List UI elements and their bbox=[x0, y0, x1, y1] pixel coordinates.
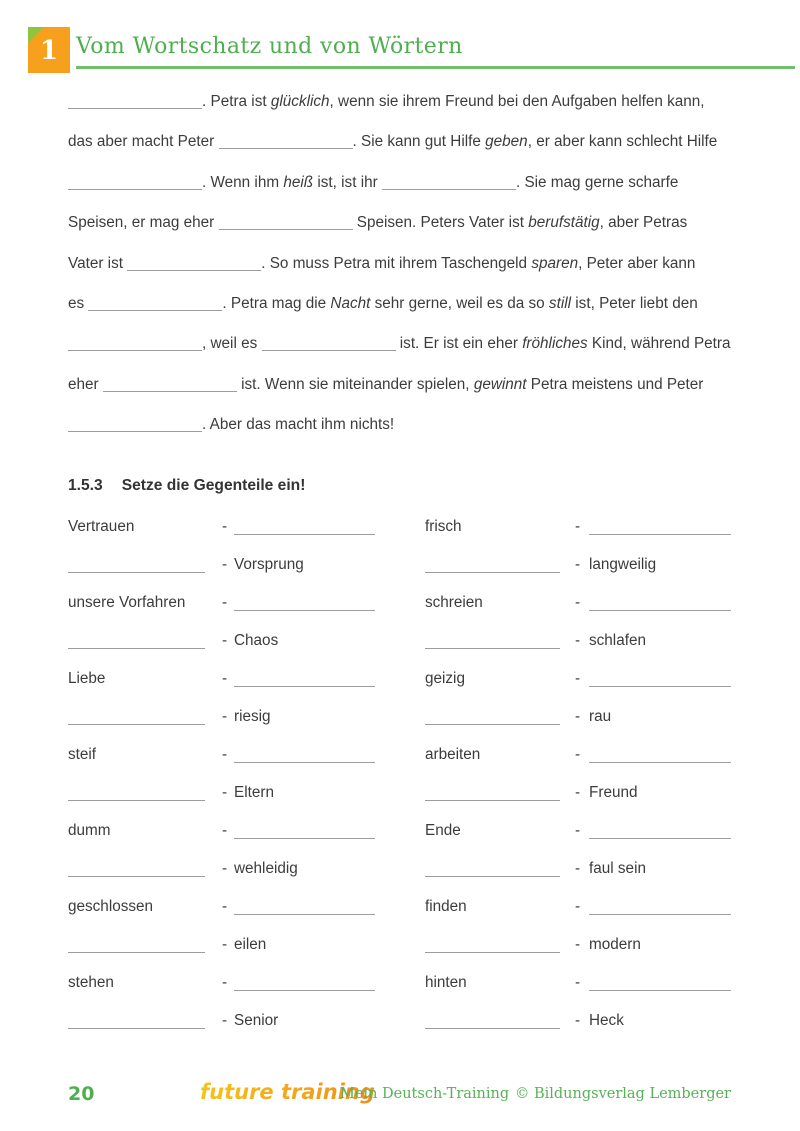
fill-in-blank bbox=[68, 179, 202, 190]
story-line bbox=[68, 324, 738, 364]
answer-blank bbox=[234, 826, 375, 839]
opposite-word: finden bbox=[425, 898, 467, 915]
opposite-word: eilen bbox=[234, 936, 267, 953]
dash-separator: - bbox=[222, 518, 228, 535]
answer-blank bbox=[234, 978, 375, 991]
dash-separator: - bbox=[575, 974, 581, 991]
story-italic-word: gewinnt bbox=[473, 375, 527, 393]
answer-blank bbox=[68, 940, 205, 953]
dash-separator: - bbox=[222, 1012, 228, 1029]
answer-blank bbox=[589, 674, 731, 687]
copyright-notice: © Bildungsverlag Lemberger bbox=[514, 1086, 731, 1102]
answer-blank bbox=[234, 902, 375, 915]
opposite-word: schlafen bbox=[589, 632, 646, 649]
dash-separator: - bbox=[222, 784, 228, 801]
fill-in-blank bbox=[68, 340, 202, 351]
table-row bbox=[68, 632, 731, 670]
table-row bbox=[68, 898, 731, 936]
opposite-word: steif bbox=[68, 746, 97, 763]
story-italic-word: Nacht bbox=[330, 295, 371, 313]
table-row bbox=[68, 518, 731, 556]
opposite-word: stehen bbox=[68, 974, 114, 991]
table-row bbox=[68, 822, 731, 860]
fill-in-blank bbox=[219, 219, 353, 230]
table-row bbox=[68, 1012, 731, 1050]
chapter-number: 1 bbox=[39, 36, 59, 66]
table-row bbox=[68, 784, 731, 822]
dash-separator: - bbox=[222, 594, 228, 611]
answer-blank bbox=[425, 636, 560, 649]
story-text: ist, Peter liebt den bbox=[571, 295, 698, 313]
exercise-heading bbox=[68, 477, 305, 495]
opposite-word: hinten bbox=[425, 974, 467, 991]
opposite-word: modern bbox=[589, 936, 641, 953]
story-text: Vater ist bbox=[68, 254, 128, 272]
table-row bbox=[68, 936, 731, 974]
story-text: Speisen, er mag eher bbox=[68, 214, 219, 232]
answer-blank bbox=[68, 560, 205, 573]
story-text: ist, ist ihr bbox=[313, 173, 382, 191]
opposite-word: geizig bbox=[425, 670, 465, 687]
answer-blank bbox=[425, 940, 560, 953]
dash-separator: - bbox=[222, 898, 228, 915]
story-text: sehr gerne, weil es da so bbox=[370, 295, 549, 313]
dash-separator: - bbox=[222, 746, 228, 763]
opposite-word: Vertrauen bbox=[68, 518, 135, 535]
dash-separator: - bbox=[222, 632, 228, 649]
table-row bbox=[68, 860, 731, 898]
story-italic-word: berufstätig bbox=[528, 214, 600, 232]
story-italic-word: still bbox=[548, 295, 572, 313]
fill-in-blank bbox=[262, 340, 396, 351]
dash-separator: - bbox=[575, 594, 581, 611]
dash-separator: - bbox=[222, 860, 228, 877]
story-text: ist. Er ist ein eher bbox=[395, 335, 523, 353]
table-row bbox=[68, 746, 731, 784]
answer-blank bbox=[68, 636, 205, 649]
story-text: das aber macht Peter bbox=[68, 133, 219, 151]
table-row bbox=[68, 556, 731, 594]
opposite-word: wehleidig bbox=[234, 860, 298, 877]
story-paragraph bbox=[68, 82, 738, 446]
story-line bbox=[68, 82, 738, 122]
opposite-word: Chaos bbox=[234, 632, 279, 649]
dash-separator: - bbox=[222, 974, 228, 991]
story-text: Petra meistens und Peter bbox=[526, 375, 704, 393]
answer-blank bbox=[589, 978, 731, 991]
answer-blank bbox=[68, 1016, 205, 1029]
fill-in-blank bbox=[103, 381, 237, 392]
opposite-word: dumm bbox=[68, 822, 111, 839]
opposite-word: schreien bbox=[425, 594, 483, 611]
opposite-word: faul sein bbox=[589, 860, 646, 877]
story-line bbox=[68, 284, 738, 324]
answer-blank bbox=[425, 788, 560, 801]
story-text: es bbox=[68, 295, 89, 313]
dash-separator: - bbox=[575, 936, 581, 953]
answer-blank bbox=[68, 788, 205, 801]
story-text: ist. Wenn sie miteinander spielen, bbox=[236, 375, 474, 393]
answer-blank bbox=[589, 598, 731, 611]
opposite-word: Ende bbox=[425, 822, 461, 839]
exercise-title: Setze die Gegenteile ein! bbox=[121, 477, 306, 494]
story-text: . So muss Petra mit ihrem Taschengeld bbox=[261, 254, 532, 272]
opposite-word: geschlossen bbox=[68, 898, 154, 915]
story-text: Kind, während Petra bbox=[587, 335, 731, 353]
story-line bbox=[68, 405, 738, 445]
future-training-logo: future training bbox=[200, 1080, 375, 1104]
story-text: . Petra mag die bbox=[222, 295, 331, 313]
fill-in-blank bbox=[127, 260, 261, 271]
story-line bbox=[68, 244, 738, 284]
dash-separator: - bbox=[575, 708, 581, 725]
answer-blank bbox=[425, 560, 560, 573]
dash-separator: - bbox=[222, 822, 228, 839]
story-text: , aber Petras bbox=[599, 214, 688, 232]
story-line bbox=[68, 163, 738, 203]
opposite-word: langweilig bbox=[589, 556, 657, 573]
story-text: eher bbox=[68, 375, 103, 393]
dash-separator: - bbox=[575, 784, 581, 801]
story-italic-word: heiß bbox=[283, 173, 314, 191]
series-title: Mein Deutsch-Training bbox=[340, 1086, 510, 1102]
story-text: . Aber das macht ihm nichts! bbox=[202, 416, 395, 434]
fill-in-blank bbox=[219, 138, 353, 149]
answer-blank bbox=[234, 750, 375, 763]
dash-separator: - bbox=[222, 708, 228, 725]
dash-separator: - bbox=[575, 518, 581, 535]
answer-blank bbox=[68, 864, 205, 877]
chapter-title: Vom Wortschatz und von Wörtern bbox=[76, 34, 463, 59]
dash-separator: - bbox=[575, 898, 581, 915]
story-text: , Peter aber kann bbox=[578, 254, 696, 272]
opposites-table bbox=[68, 518, 731, 1050]
header-divider bbox=[76, 66, 795, 69]
dash-separator: - bbox=[575, 1012, 581, 1029]
story-text: Speisen. Peters Vater ist bbox=[352, 214, 529, 232]
dash-separator: - bbox=[575, 632, 581, 649]
story-text: . Sie mag gerne scharfe bbox=[515, 173, 679, 191]
opposite-word: arbeiten bbox=[425, 746, 481, 763]
opposite-word: riesig bbox=[234, 708, 271, 725]
opposite-word: Heck bbox=[589, 1012, 624, 1029]
story-text: . Wenn ihm bbox=[202, 173, 284, 191]
answer-blank bbox=[234, 598, 375, 611]
answer-blank bbox=[425, 1016, 560, 1029]
story-line bbox=[68, 122, 738, 162]
answer-blank bbox=[425, 864, 560, 877]
story-text: . Petra ist bbox=[202, 93, 271, 110]
dash-separator: - bbox=[222, 670, 228, 687]
story-text: , wenn sie ihrem Freund bei den Aufgaben helfen kann, bbox=[329, 93, 705, 110]
story-italic-word: geben bbox=[485, 133, 528, 151]
story-text: , er aber kann schlecht Hilfe bbox=[527, 133, 718, 151]
story-italic-word: glücklich bbox=[270, 93, 330, 110]
opposite-word: Senior bbox=[234, 1012, 279, 1029]
table-row bbox=[68, 594, 731, 632]
opposite-word: Eltern bbox=[234, 784, 274, 801]
opposite-word: unsere Vorfahren bbox=[68, 594, 186, 611]
answer-blank bbox=[234, 522, 375, 535]
table-row bbox=[68, 670, 731, 708]
opposite-word: frisch bbox=[425, 518, 462, 535]
answer-blank bbox=[589, 902, 731, 915]
story-italic-word: fröhliches bbox=[522, 335, 588, 353]
answer-blank bbox=[589, 750, 731, 763]
answer-blank bbox=[68, 712, 205, 725]
opposite-word: Liebe bbox=[68, 670, 106, 687]
story-text: , weil es bbox=[202, 335, 262, 353]
dash-separator: - bbox=[222, 936, 228, 953]
answer-blank bbox=[425, 712, 560, 725]
story-text: . Sie kann gut Hilfe bbox=[352, 133, 486, 151]
story-line bbox=[68, 365, 738, 405]
story-italic-word: sparen bbox=[531, 254, 579, 272]
opposite-word: rau bbox=[589, 708, 612, 725]
answer-blank bbox=[234, 674, 375, 687]
dash-separator: - bbox=[575, 670, 581, 687]
dash-separator: - bbox=[575, 746, 581, 763]
opposite-word: Vorsprung bbox=[234, 556, 304, 573]
opposite-word: Freund bbox=[589, 784, 638, 801]
dash-separator: - bbox=[575, 822, 581, 839]
dash-separator: - bbox=[575, 860, 581, 877]
story-line bbox=[68, 203, 738, 243]
exercise-number: 1.5.3 bbox=[68, 477, 103, 494]
table-row bbox=[68, 974, 731, 1012]
chapter-number-badge bbox=[28, 27, 70, 73]
answer-blank bbox=[589, 522, 731, 535]
dash-separator: - bbox=[222, 556, 228, 573]
fill-in-blank bbox=[68, 98, 202, 109]
fill-in-blank bbox=[68, 421, 202, 432]
dash-separator: - bbox=[575, 556, 581, 573]
answer-blank bbox=[589, 826, 731, 839]
table-row bbox=[68, 708, 731, 746]
page-number: 20 bbox=[68, 1083, 95, 1105]
fill-in-blank bbox=[88, 300, 222, 311]
fill-in-blank bbox=[382, 179, 516, 190]
